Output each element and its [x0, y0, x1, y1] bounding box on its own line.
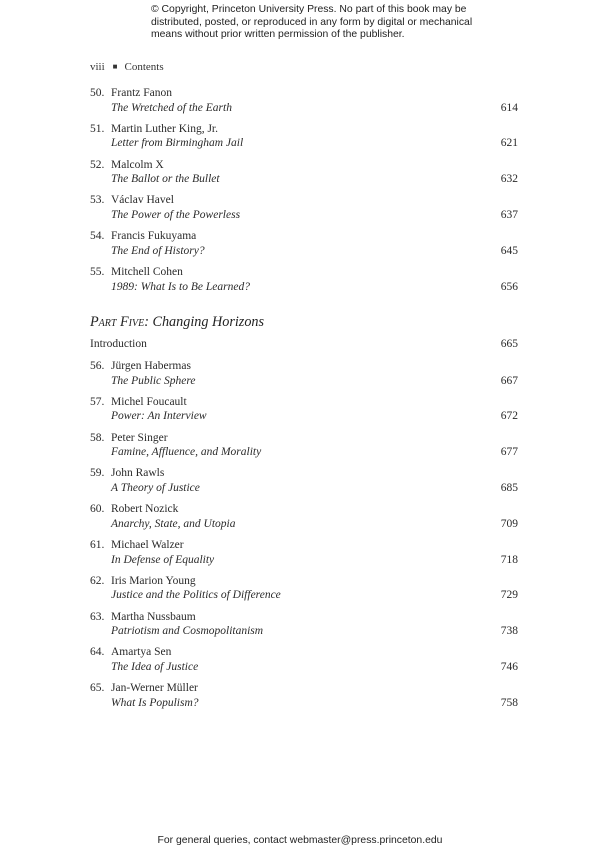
toc-entry — [90, 158, 518, 188]
copyright-line: means without prior written permission of the publisher. — [151, 29, 405, 41]
entry-work-title: The Idea of Justice — [111, 660, 199, 673]
introduction-page-number: 665 — [500, 338, 518, 350]
entry-page-number: 637 — [500, 208, 518, 221]
entry-work-title: Anarchy, State, and Utopia — [111, 517, 236, 530]
entry-work-title: The Ballot or the Bullet — [111, 173, 220, 186]
entry-number: 61. — [90, 539, 105, 551]
entry-author: Robert Nozick — [111, 503, 179, 516]
toc-entry — [90, 265, 518, 295]
entry-page-number: 718 — [500, 553, 518, 566]
introduction-label: Introduction — [90, 338, 147, 350]
footer-notice: For general queries, contact webmaster@press.princeton.edu — [157, 835, 443, 846]
entry-number: 55. — [90, 266, 105, 278]
entry-number: 63. — [90, 610, 105, 623]
entry-number: 51. — [90, 122, 105, 135]
entry-page-number: 758 — [500, 696, 518, 709]
toc-entry — [90, 681, 518, 711]
toc-entry — [90, 193, 518, 223]
entry-number: 53. — [90, 194, 105, 207]
entry-page-number: 685 — [500, 481, 518, 494]
entry-page-number: 672 — [500, 410, 518, 423]
entry-page-number: 738 — [500, 625, 518, 638]
toc-entry — [90, 395, 518, 425]
entry-number: 60. — [90, 503, 105, 516]
entry-author: Frantz Fanon — [111, 87, 173, 99]
entry-work-title: Power: An Interview — [111, 410, 207, 423]
toc-entry — [90, 431, 518, 461]
entry-work-title: 1989: What Is to Be Learned? — [111, 280, 250, 293]
entry-work-title: Patriotism and Cosmopolitanism — [111, 625, 264, 638]
entry-page-number: 632 — [500, 173, 518, 186]
folio: viii — [90, 61, 105, 73]
entry-author: Peter Singer — [111, 431, 168, 444]
introduction-entry — [90, 337, 518, 352]
entry-page-number: 645 — [500, 244, 518, 257]
entry-number: 64. — [90, 646, 105, 659]
toc-entry — [90, 86, 518, 116]
copyright-line: © Copyright, Princeton University Press. No part of this book may be — [151, 4, 467, 15]
entry-work-title: What Is Populism? — [111, 696, 199, 709]
entry-number: 65. — [90, 682, 105, 695]
entry-author: Francis Fukuyama — [111, 230, 197, 243]
entry-number: 57. — [90, 395, 105, 408]
part-label: Part Five — [90, 314, 145, 330]
entry-author: Amartya Sen — [111, 646, 172, 659]
toc-entry — [90, 610, 518, 640]
entry-work-title: Justice and the Politics of Difference — [111, 589, 281, 602]
running-head — [90, 61, 164, 73]
part-title: : Changing Horizons — [144, 314, 265, 330]
entry-page-number: 667 — [500, 374, 518, 387]
entry-page-number: 729 — [500, 589, 518, 602]
running-head-section: Contents — [124, 61, 164, 73]
entry-number: 59. — [90, 467, 105, 480]
part-heading — [90, 314, 264, 331]
entry-work-title: The End of History? — [111, 244, 205, 257]
entry-author: Jan-Werner Müller — [111, 682, 198, 695]
toc-entry — [90, 645, 518, 675]
entry-work-title: Famine, Affluence, and Morality — [111, 446, 262, 459]
toc-entry — [90, 538, 518, 568]
entry-number: 50. — [90, 87, 105, 99]
entry-number: 58. — [90, 431, 105, 444]
entry-page-number: 656 — [500, 280, 518, 293]
copyright-line: distributed, posted, or reproduced in any form by digital or mechanical — [151, 16, 473, 28]
entry-number: 54. — [90, 230, 105, 243]
toc-entry — [90, 502, 518, 532]
entry-author: Martin Luther King, Jr. — [111, 122, 218, 135]
entry-author: John Rawls — [111, 467, 165, 480]
entry-author: Václav Havel — [111, 194, 174, 207]
entry-author: Martha Nussbaum — [111, 610, 196, 623]
toc-entry — [90, 574, 518, 604]
toc-entry — [90, 229, 518, 259]
entry-page-number: 746 — [500, 660, 518, 673]
entry-number: 62. — [90, 574, 105, 587]
entry-author: Mitchell Cohen — [111, 266, 183, 278]
entry-work-title: Letter from Birmingham Jail — [111, 137, 244, 150]
entry-page-number: 614 — [500, 101, 518, 114]
entry-author: Malcolm X — [111, 158, 164, 171]
toc-entry — [90, 122, 518, 152]
entry-work-title: In Defense of Equality — [111, 553, 215, 566]
entry-page-number: 677 — [500, 446, 518, 459]
entry-author: Iris Marion Young — [111, 574, 196, 587]
entry-number: 56. — [90, 360, 105, 372]
entry-work-title: The Wretched of the Earth — [111, 101, 232, 114]
entry-page-number: 621 — [500, 137, 518, 150]
toc-entry — [90, 359, 518, 389]
entry-author: Michel Foucault — [111, 395, 187, 408]
copyright-notice — [151, 4, 481, 42]
entry-work-title: The Power of the Powerless — [111, 208, 241, 221]
toc-entry — [90, 466, 518, 496]
entry-number: 52. — [90, 158, 105, 171]
entry-page-number: 709 — [500, 517, 518, 530]
bullet-icon: ■ — [112, 62, 118, 71]
entry-author: Jürgen Habermas — [111, 360, 191, 372]
entry-author: Michael Walzer — [111, 539, 184, 551]
entry-work-title: The Public Sphere — [111, 374, 196, 387]
entry-work-title: A Theory of Justice — [111, 481, 200, 494]
